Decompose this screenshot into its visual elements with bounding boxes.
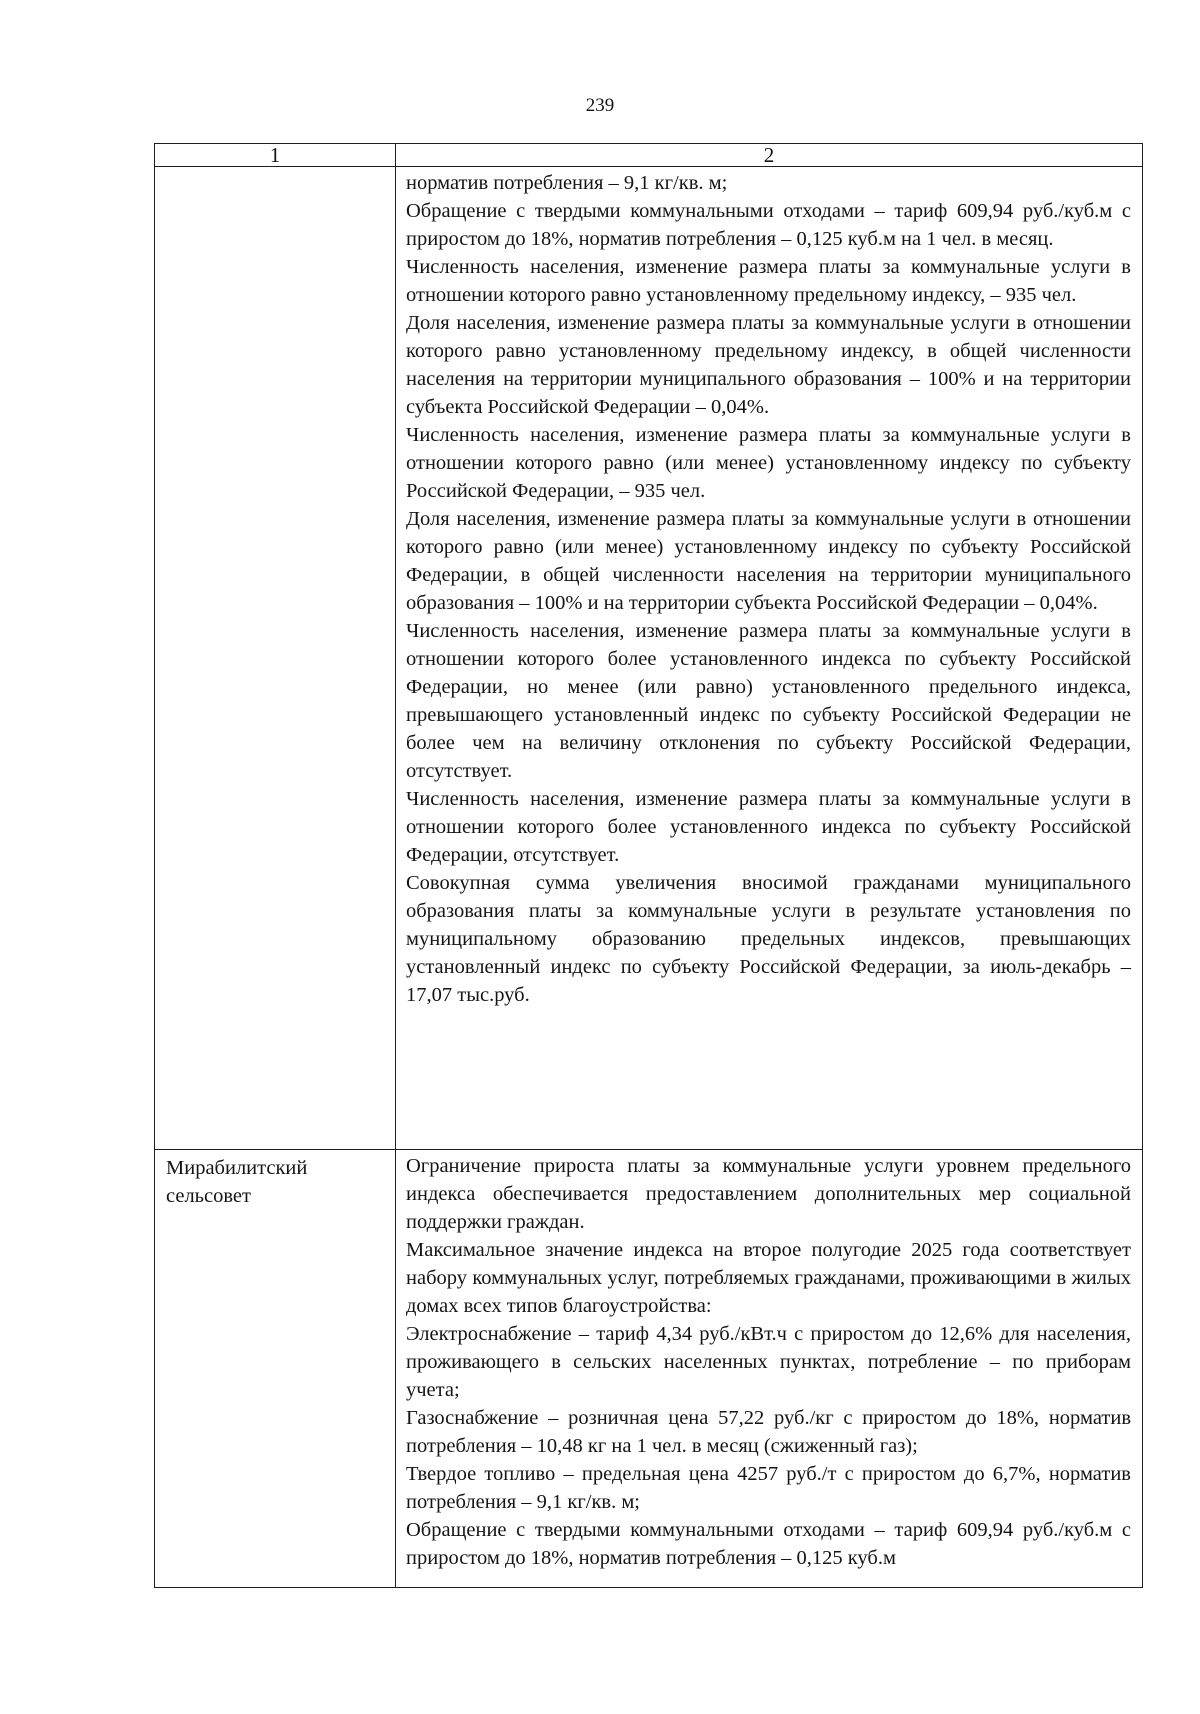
- paragraph: Доля населения, изменение размера платы за коммунальные услуги в отношении которого равно установленному предельному индексу, в общей численности населения на территории муниципального образования – 100% и на территории субъекта Российской Федерации – 0,04%.: [406, 312, 1131, 418]
- paragraph: Совокупная сумма увеличения вносимой гражданами муниципального образования платы за коммунальные услуги в результате установления по муниципальному образованию предельных индексов, превышающих установленный индекс по субъекту Российской Федерации, за июль-декабрь – 17,07 тыс.руб.: [406, 872, 1131, 1006]
- paragraph: Обращение с твердыми коммунальными отходами – тариф 609,94 руб./куб.м с приростом до 18%, норматив потребления – 0,125 куб.м: [406, 1519, 1131, 1569]
- paragraph: норматив потребления – 9,1 кг/кв. м;: [406, 172, 728, 194]
- description-cell: [396, 1150, 1143, 1588]
- paragraph: Ограничение прироста платы за коммунальные услуги уровнем предельного индекса обеспечивается предоставлением дополнительных мер социальной поддержки граждан.: [406, 1155, 1131, 1233]
- table-row: [155, 167, 1143, 1150]
- municipality-name-cell: [155, 167, 396, 1150]
- table-header-row: [155, 144, 1143, 167]
- paragraph: Максимальное значение индекса на второе полугодие 2025 года соответствует набору коммунальных услуг, потребляемых гражданами, проживающими в жилых домах всех типов благоустройства:: [406, 1239, 1131, 1317]
- paragraph: Численность населения, изменение размера платы за коммунальные услуги в отношении которого более установленного индекса по субъекту Российской Федерации, но менее (или равно) установленного предельного индекса, превышающего установленный индекс по субъекту Российской Федерации не более чем на величину отклонения по субъекту Российской Федерации, отсутствует.: [406, 620, 1131, 782]
- paragraph: Газоснабжение – розничная цена 57,22 руб./кг с приростом до 18%, норматив потребления – 10,48 кг на 1 чел. в месяц (сжиженный газ);: [406, 1407, 1131, 1457]
- paragraph: Электроснабжение – тариф 4,34 руб./кВт.ч с приростом до 12,6% для населения, проживающего в сельских населенных пунктах, потребление – по приборам учета;: [406, 1323, 1131, 1401]
- description-cell: [396, 167, 1143, 1150]
- paragraph: Численность населения, изменение размера платы за коммунальные услуги в отношении которого равно (или менее) установленному индексу по субъекту Российской Федерации, – 935 чел.: [406, 424, 1131, 502]
- column-header-2: 2: [396, 144, 1143, 167]
- paragraph: Численность населения, изменение размера платы за коммунальные услуги в отношении которого более установленного индекса по субъекту Российской Федерации, отсутствует.: [406, 788, 1131, 866]
- paragraph: Твердое топливо – предельная цена 4257 руб./т с приростом до 6,7%, норматив потребления – 9,1 кг/кв. м;: [406, 1463, 1131, 1513]
- paragraph: Обращение с твердыми коммунальными отходами – тариф 609,94 руб./куб.м с приростом до 18%, норматив потребления – 0,125 куб.м на 1 чел. в месяц.: [406, 200, 1131, 250]
- page-number: 239: [585, 95, 615, 116]
- paragraph: Численность населения, изменение размера платы за коммунальные услуги в отношении которого равно установленному предельному индексу, – 935 чел.: [406, 256, 1131, 306]
- paragraph: Доля населения, изменение размера платы за коммунальные услуги в отношении которого равно (или менее) установленному индексу по субъекту Российской Федерации, в общей численности населения на территории муниципального образования – 100% и на территории субъекта Российской Федерации – 0,04%.: [406, 508, 1131, 614]
- municipality-name-cell: Мирабилитский сельсовет: [155, 1150, 396, 1588]
- column-header-1: 1: [155, 144, 396, 167]
- table-row: [155, 1150, 1143, 1588]
- document-table: [154, 143, 1143, 1588]
